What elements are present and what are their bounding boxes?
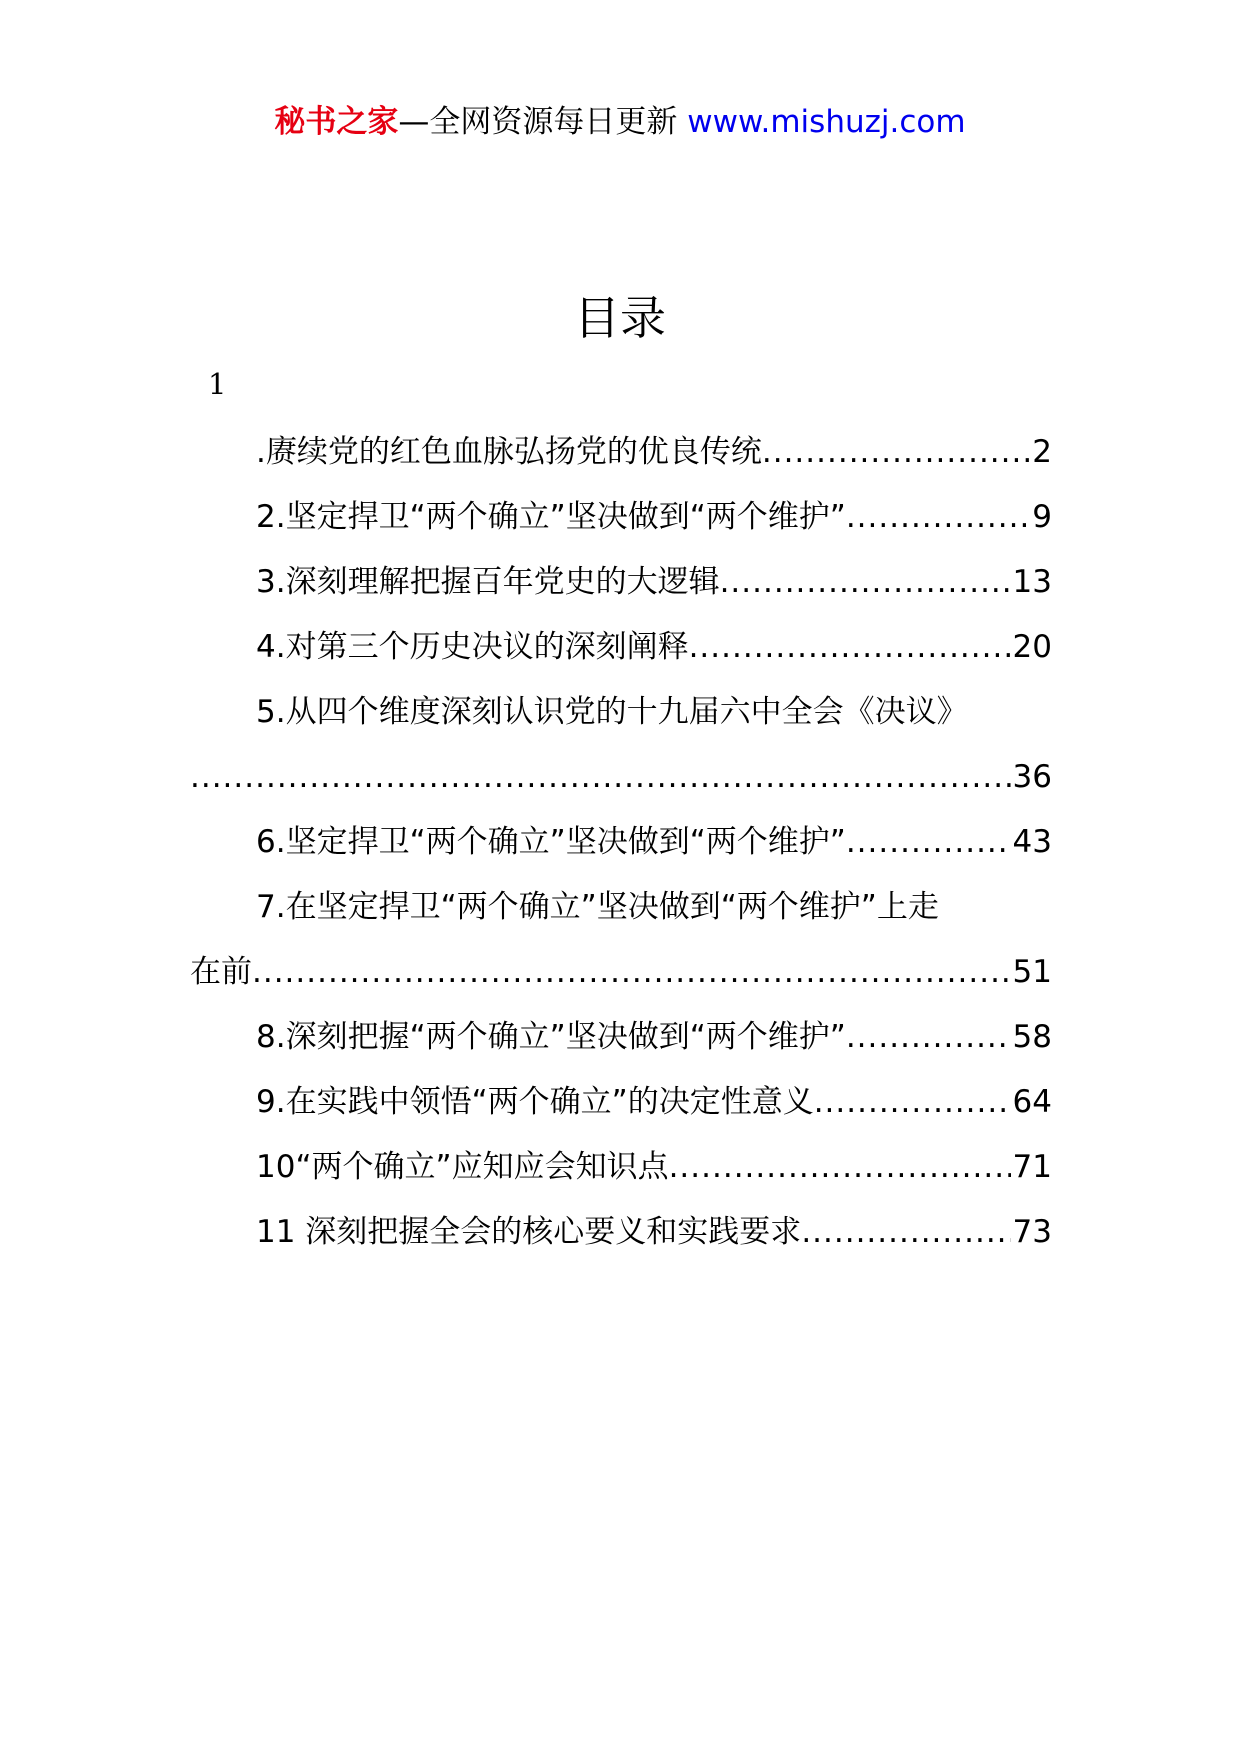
- toc-entry-5-continuation[interactable]: [190, 745, 1052, 810]
- toc-entry-3[interactable]: [190, 550, 1052, 615]
- toc-entry-title: 8.深刻把握“两个确立”坚决做到“两个维护”: [256, 1019, 846, 1055]
- toc-entry-page: 2: [1032, 434, 1052, 470]
- toc-dot-leader: [814, 1070, 1011, 1135]
- toc-entry-title: 6.坚定捍卫“两个确立”坚决做到“两个维护”: [256, 824, 846, 860]
- toc-entry-page: 9: [1032, 499, 1052, 535]
- toc-entry-page: 71: [1012, 1149, 1052, 1185]
- toc-entry-page: 43: [1012, 824, 1052, 860]
- toc-entry-page: 64: [1012, 1084, 1052, 1120]
- toc-entry-5[interactable]: [190, 680, 1052, 745]
- toc-entry-page: 36: [1012, 759, 1052, 795]
- toc-entry-page: 20: [1012, 629, 1052, 665]
- toc-entry-10[interactable]: [190, 1135, 1052, 1200]
- toc-entry-9[interactable]: [190, 1070, 1052, 1135]
- toc-entry-7[interactable]: [190, 875, 1052, 940]
- toc-entry-page: 58: [1012, 1019, 1052, 1055]
- toc-dot-leader: [846, 485, 1030, 550]
- header-tagline: —全网资源每日更新: [398, 104, 688, 140]
- site-url-link[interactable]: www.mishuzj.com: [687, 104, 966, 140]
- toc-entry-title: 5.从四个维度深刻认识党的十九届六中全会《决议》: [256, 694, 968, 730]
- toc-dot-leader: [252, 940, 1011, 1005]
- toc-entry-title: 7.在坚定捍卫“两个确立”坚决做到“两个维护”上走: [256, 889, 939, 925]
- toc-title: 目录: [574, 291, 666, 345]
- toc-dot-leader: [669, 1135, 1011, 1200]
- toc-entry-title: 4.对第三个历史决议的深刻阐释: [256, 629, 689, 665]
- toc-dot-leader: [762, 420, 1030, 485]
- toc-entry-title: 9.在实践中领悟“两个确立”的决定性意义: [256, 1084, 814, 1120]
- toc-stray-number: 1: [208, 367, 227, 401]
- toc-entry-1[interactable]: [190, 420, 1052, 485]
- brand-name: 秘书之家: [274, 104, 399, 140]
- toc-entry-title-continuation: 在前: [190, 954, 252, 990]
- toc-entry-8[interactable]: [190, 1005, 1052, 1070]
- toc-entry-title: .赓续党的红色血脉弘扬党的优良传统: [256, 434, 762, 470]
- toc-entry-page: 13: [1012, 564, 1052, 600]
- toc-dot-leader: [190, 745, 1011, 810]
- toc-dot-leader: [689, 615, 1011, 680]
- toc-entry-page: 73: [1012, 1214, 1052, 1250]
- toc-entry-title: 2.坚定捍卫“两个确立”坚决做到“两个维护”: [256, 499, 846, 535]
- toc-entry-6[interactable]: [190, 810, 1052, 875]
- toc-entry-11[interactable]: [190, 1200, 1052, 1265]
- toc-dot-leader: [720, 550, 1011, 615]
- toc-entry-page: 51: [1012, 954, 1052, 990]
- toc-dot-leader: [801, 1200, 1010, 1265]
- toc-entry-title: 10“两个确立”应知应会知识点: [256, 1149, 669, 1185]
- toc-dot-leader: [846, 1005, 1011, 1070]
- toc-entry-4[interactable]: [190, 615, 1052, 680]
- toc-entry-title: 3.深刻理解把握百年党史的大逻辑: [256, 564, 720, 600]
- toc-entry-7-continuation[interactable]: [190, 940, 1052, 1005]
- toc-dot-leader: [846, 810, 1011, 875]
- toc-entry-title: 11 深刻把握全会的核心要义和实践要求: [256, 1214, 802, 1250]
- site-header: [0, 102, 1240, 142]
- toc-entry-2[interactable]: [190, 485, 1052, 550]
- toc-list: [190, 420, 1052, 1265]
